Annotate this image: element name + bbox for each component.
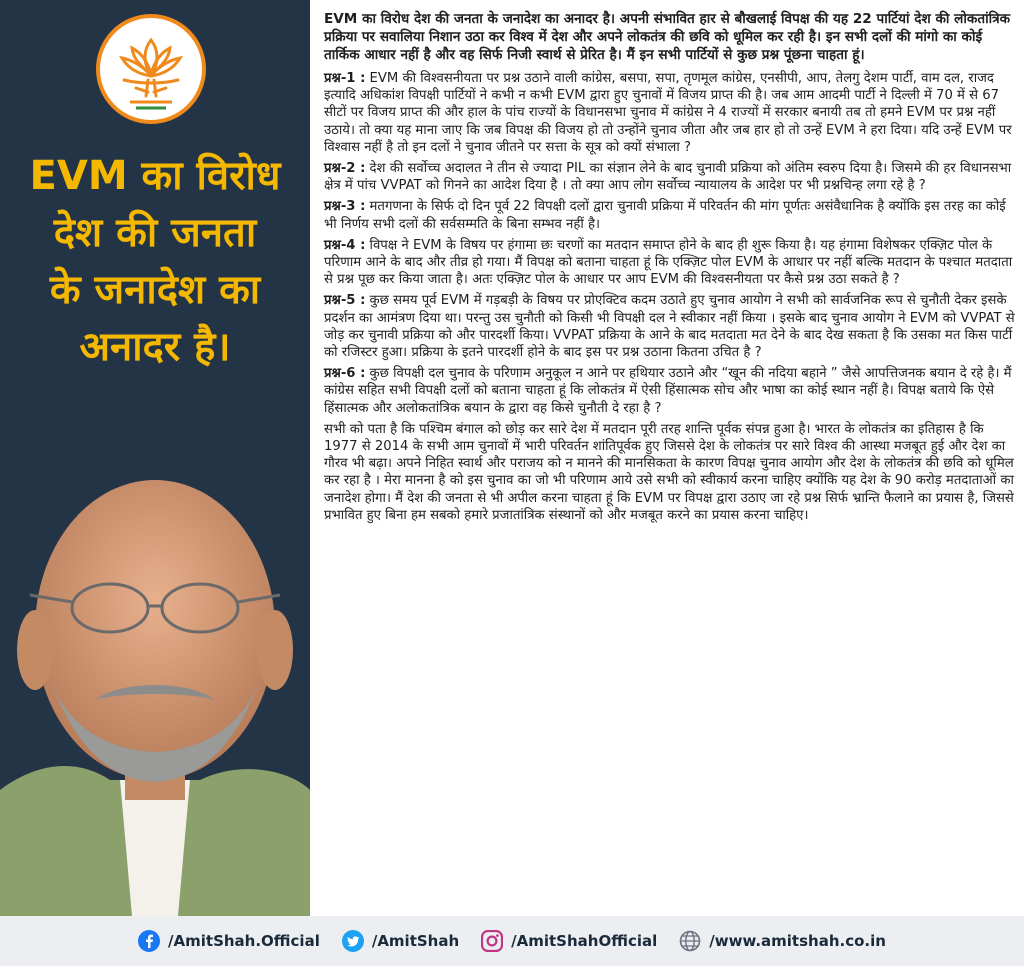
intro-paragraph: EVM का विरोध देश की जनता के जनादेश का अनादर है। अपनी संभावित हार से बौखलाई विपक्ष की यह 22 पार्टियां देश की लोकतांत्रिक प्रक्रिया पर सवालिया निशान उठा कर विश्व में देश और अपने लोकतंत्र की छवि को धूमिल कर रही है। इन सभी दलों की मांगो का कोई तार्किक आधार नहीं है और वह सिर्फ निजी स्वार्थ से प्रेरित है। मैं इन सभी पार्टियों से कुछ प्रश्न पूंछना चाहता हूं।: [324, 11, 1011, 63]
globe-icon: [679, 930, 701, 952]
website-url: /www.amitshah.co.in: [709, 932, 886, 950]
headline-line: देश की जनता: [53, 210, 257, 256]
headline: [0, 148, 310, 376]
portrait-photo: [0, 430, 310, 916]
question-text: विपक्ष ने EVM के विषय पर हंगामा छः चरणों का मतदान समाप्त होने के बाद ही शुरू किया है। यह हंगामा विशेषकर एक्ज़िट पोल के परिणाम आने के बाद और तीव्र हो गया। मैं विपक्ष को बताना चाहता हूं कि एक्ज़िट पोल EVM के आधार पर नहीं बल्कि मतदान के पश्चात मतदाता से प्रश्न पूछ कर किया जाता है। अतः एक्ज़िट पोल के आधार पर आप EVM की विश्वसनीयता पर कैसे प्रश्न उठा सकते है ?: [324, 237, 1013, 288]
question-paragraph: [324, 198, 1016, 232]
question-paragraph: [324, 292, 1016, 361]
social-footer: [0, 916, 1024, 966]
question-label: प्रश्न-5 :: [324, 293, 366, 309]
twitter-handle: /AmitShah: [371, 932, 460, 950]
question-label: प्रश्न-1 :: [324, 71, 366, 86]
facebook-icon: [138, 930, 160, 952]
question-text: देश की सर्वोच्च अदालत ने तीन से ज्यादा PIL का संज्ञान लेने के बाद चुनावी प्रक्रिया को अंतिम स्वरुप दिया है। जिसमे की हर विधानसभा क्षेत्र में पांच VVPAT को गिनने का आदेश दिया है । तो क्या आप लोग सर्वोच्च न्यायालय के आदेश पर भी प्रश्नचिन्ह लगा रहे है ?: [324, 161, 1012, 194]
twitter-link[interactable]: [342, 930, 459, 952]
question-text: कुछ समय पूर्व EVM में गड़बड़ी के विषय पर प्रोएक्टिव कदम उठाते हुए चुनाव आयोग ने सभी को सार्वजनिक रूप से चुनौती देकर इसके प्रदर्शन का आमंत्रण दिया था। परन्तु उस चुनौती को किसी भी विपक्षी दल ने स्वीकार नहीं किया । इसके बाद चुनाव आयोग ने EVM को VVPAT से जोड़ कर चुनावी प्रक्रिया को और पारदर्शी किया। VVPAT प्रक्रिया के आने के बाद मतदाता मत देने के बाद देख सकता है कि उसका मत किस पार्टी को रजिस्टर हुआ। प्रक्रिया के इतने पारदर्शी होने के बाद इस पर प्रश्न उठाना कितना उचित है ?: [324, 293, 1015, 361]
website-link[interactable]: [679, 930, 886, 952]
article-panel: [310, 0, 1024, 916]
closing-paragraph: सभी को पता है कि पश्चिम बंगाल को छोड़ कर सारे देश में मतदान पूरी तरह शान्ति पूर्वक संपन्न हुआ है। भारत के लोकतंत्र का इतिहास है कि 1977 से 2014 के सभी आम चुनावों में भारी परिवर्तन शांतिपूर्वक हुए जिससे देश के लोकतंत्र पर सारे विश्व की आस्था मजबूत हुई और देश का गौरव भी बढ़ा। अपने निहित स्वार्थ और पराजय को न मानने की मानसिकता के कारण विपक्ष चुनाव आयोग और देश के लोकतंत्र की छवि को धूमिल कर रहा है । मेरा मानना है को इस चुनाव का जो भी परिणाम आये उसे सभी को स्वीकार्य करना चाहिए क्योंकि यह देश के 90 करोड़ मतदाताओं का जनादेश होगा। मैं देश की जनता से भी अपील करना चाहता हूं कि EVM पर विपक्ष द्वारा उठाए जा रहे प्रश्न सिर्फ भ्रान्ति फैलाने का प्रयास है, जिससे प्रभावित हुए बिना हम सबको हमारे प्रजातांत्रिक संस्थानों को और मजबूत करने का प्रयास करना चाहिए।: [324, 421, 1014, 523]
party-logo: [96, 14, 206, 124]
instagram-link[interactable]: [481, 930, 657, 952]
twitter-icon: [342, 930, 364, 952]
question-paragraph: [324, 160, 1016, 194]
question-paragraph: [324, 365, 1016, 417]
question-label: प्रश्न-6 :: [324, 366, 366, 382]
instagram-icon: [481, 930, 503, 952]
lotus-icon: [100, 18, 202, 120]
headline-line: अनादर है।: [79, 324, 231, 370]
facebook-handle: /AmitShah.Official: [168, 932, 320, 950]
question-text: मतगणना के सिर्फ दो दिन पूर्व 22 विपक्षी दलों द्वारा चुनावी प्रक्रिया में परिवर्तन की मांग पूर्णतः असंवैधानिक है क्योंकि इस तरह का कोई भी निर्णय सभी दलों की सर्वसम्मति के बिना सम्भव नहीं है।: [324, 199, 1006, 232]
instagram-handle: /AmitShahOfficial: [511, 932, 658, 950]
question-text: EVM की विश्वसनीयता पर प्रश्न उठाने वाली कांग्रेस, बसपा, सपा, तृणमूल कांग्रेस, एनसीपी, आप, तेलगु देशम पार्टी, वाम दल, राजद इत्यादि अधिकांश विपक्षी पार्टियों ने कभी न कभी EVM द्वारा हुए चुनावों में विजय प्राप्त की है। जब आम आदमी पार्टी ने दिल्ली में 70 में से 67 सीटों पर विजय प्राप्त की और हाल के पांच राज्यों के विधानसभा चुनाव में कांग्रेस ने 4 राज्यों में सरकार बनायी तब तो हमने EVM पर प्रश्न नहीं उठाये। तो क्या यह माना जाए कि जब विपक्ष की विजय हो तो उन्होंने चुनाव जीता और जब हार हो तो उन्हें EVM ने हरा दिया। यदि उन्हें EVM पर विश्वास नहीं है तो इन दलों ने चुनाव जीतने पर सत्ता के सूत्र को क्यों संभाला ?: [324, 71, 1012, 155]
headline-line: EVM का विरोध: [29, 153, 281, 199]
question-paragraph: [324, 70, 1016, 156]
facebook-link[interactable]: [138, 930, 320, 952]
question-text: कुछ विपक्षी दल चुनाव के परिणाम अनुकूल न आने पर हथियार उठाने और “खून की नदिया बहाने ” जैसे आपत्तिजनक बयान दे रहे है। मैं कांग्रेस सहित सभी विपक्षी दलों को बताना चाहता हूं कि लोकतंत्र में ऐसी हिंसात्मक सोच और भाषा का कोई स्थान नहीं है। विपक्ष बताये कि ऐसे हिंसात्मक और अलोकतांत्रिक बयान के द्वारा वह किसे चुनौती दे रहा है ?: [324, 366, 1012, 416]
question-label: प्रश्न-2 :: [324, 161, 366, 177]
question-label: प्रश्न-3 :: [324, 199, 366, 215]
question-label: प्रश्न-4 :: [324, 237, 366, 253]
headline-line: के जनादेश का: [49, 267, 261, 313]
article-body: [324, 10, 1016, 528]
question-paragraph: [324, 237, 1016, 289]
left-panel: [0, 0, 310, 916]
